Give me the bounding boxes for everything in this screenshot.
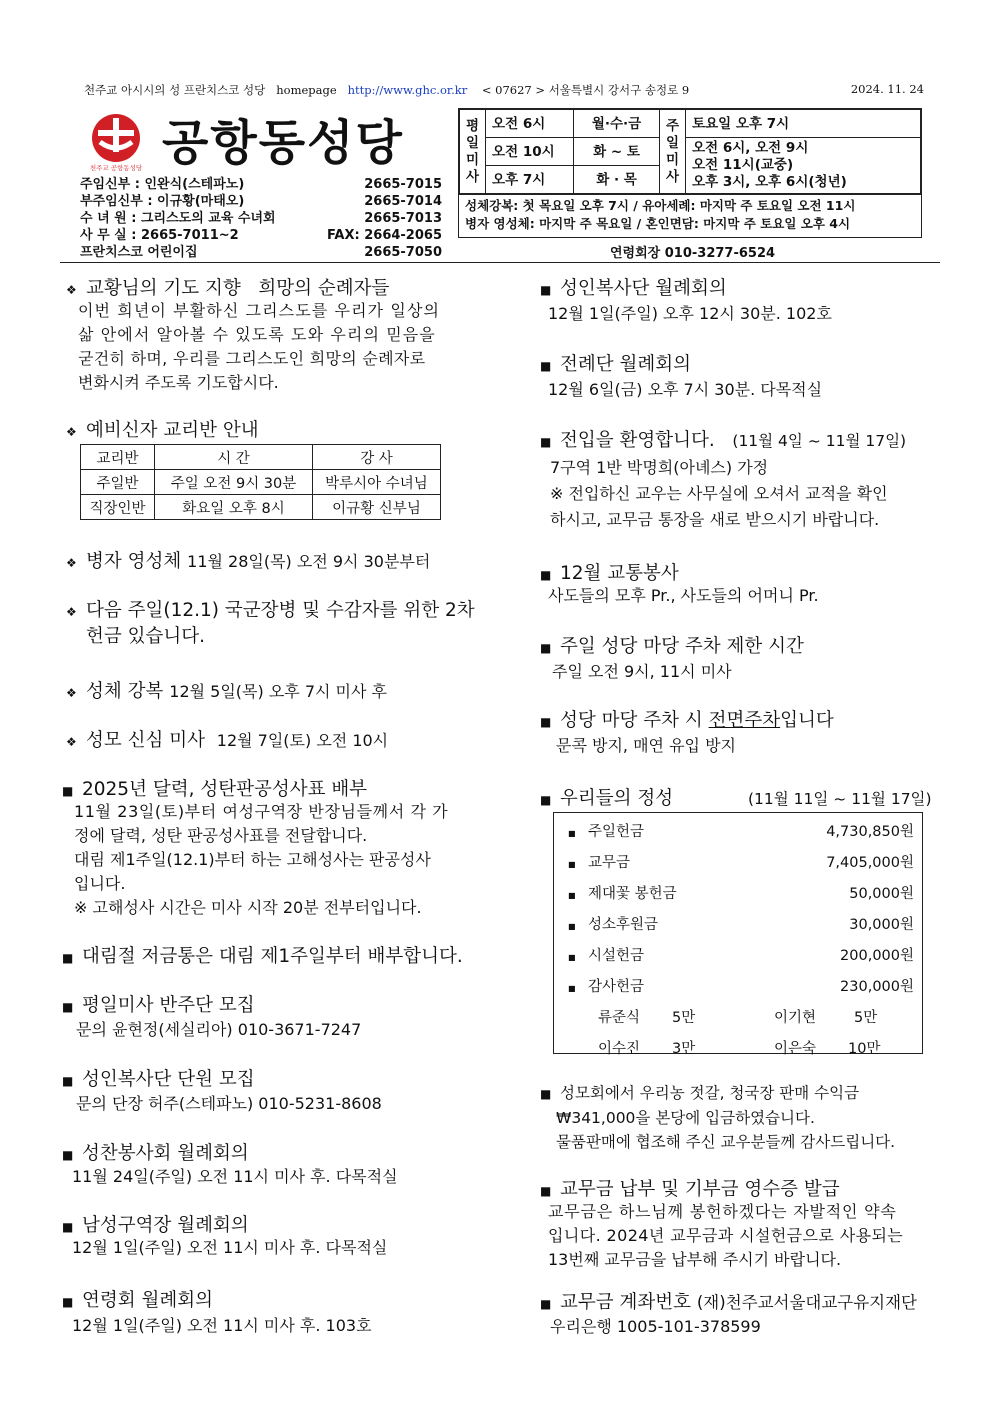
account-heading: ■ 교무금 계좌번호 (재)천주교서울대교구유지재단 [540,1292,917,1313]
mass-days: 화 ~ 토 [574,138,660,166]
traffic-heading: ■ 12월 교통봉사 [540,563,679,584]
parish-name: 천주교 아시시의 성 프란치스코 성당 [84,83,266,97]
square-bullet-icon: ■ [540,715,552,729]
issue-date: 2024. 11. 24 [850,82,924,96]
square-bullet-icon: ■ [568,829,576,838]
homepage-label: homepage [276,83,337,97]
diamond-bullet-icon: ❖ [66,735,77,749]
benediction-heading: ❖ 성체 강복 12월 5일(목) 오후 7시 미사 후 [66,681,388,702]
sacrament-notes: 성체강복: 첫 목요일 오후 7시 / 유아세례: 마지막 주 토요일 오전 11시 병자 영성체: 마지막 주 목요일 / 혼인면담: 마지막 주 토요일 오후 4시 [459,194,921,235]
mass-schedule-box [458,108,922,238]
diamond-bullet-icon: ❖ [66,556,77,570]
square-bullet-icon: ■ [540,793,552,807]
offering-row: ■ 제대꽃 봉헌금 50,000원 [568,879,914,910]
header-divider [60,262,940,263]
choir-heading: ■ 성찬봉사회 월례회의 [62,1143,249,1164]
offering-row: ■ 감사헌금 230,000원 [568,972,914,1003]
diamond-bullet-icon: ❖ [66,686,77,700]
homepage-link[interactable]: http://www.ghc.or.kr [347,83,468,97]
accompanist-detail: 문의 윤현정(세실리아) 010-3671-7247 [76,1020,362,1039]
square-bullet-icon: ■ [540,1184,552,1198]
men-district-heading: ■ 남성구역장 월례회의 [62,1215,249,1236]
square-bullet-icon: ■ [62,1000,74,1014]
header-info-line [84,82,924,98]
table-row: 주일반 주일 오전 9시 30분 박루시아 수녀님 [81,470,441,495]
offering-row: ■ 성소후원금 30,000원 [568,910,914,941]
sale-notice: ■ 성모회에서 우리농 젓갈, 청국장 판매 수익금 ₩341,000을 본당에 입금하였습니다. 물품판매에 협조해 주신 교우분들께 감사드립니다. [540,1084,896,1151]
parking-front-heading: ■ 성당 마당 주차 시 전면주차입니다 [540,710,834,731]
staff-row: 부주임신부 : 이규황(마태오) 2665-7014 [80,194,442,209]
men-district-detail: 12월 1일(주일) 오전 11시 미사 후. 다목적실 [72,1238,388,1257]
calendar-body: 11월 23일(토)부터 여성구역장 반장님들께서 각 가 정에 달력, 성탄 판공성사표를 전달합니다. 대림 제1주일(12.1)부터 하는 고해성사는 판공성사 입니다. ※ 고해성사 시간은 미사 시작 20분 전부터입니다. [74,802,449,917]
square-bullet-icon: ■ [62,1295,74,1309]
staff-row: 주임신부 : 인완식(스테파노) 2665-7015 [80,177,442,192]
square-bullet-icon: ■ [540,641,552,655]
staff-row: 수 녀 원 : 그리스도의 교육 수녀회 2665-7013 [80,211,442,226]
adult-altar-detail: 12월 1일(주일) 오후 12시 30분. 102호 [548,304,832,323]
catechumen-table: 교리반 시 간 강 사 주일반 주일 오전 9시 30분 박루시아 수녀님 직장인반 화요일 오후 8시 이규황 신부님 [80,444,441,520]
staff-row: 프란치스코 어린이집 2665-7050 [80,245,442,260]
square-bullet-icon: ■ [568,984,576,993]
mass-days: 화 · 목 [574,166,660,194]
accompanist-heading: ■ 평일미사 반주단 모집 [62,995,255,1016]
sunday-mass-time: 토요일 오후 7시 [686,110,921,138]
mass-time: 오후 7시 [486,166,574,194]
parking-limit-heading: ■ 주일 성당 마당 주차 제한 시간 [540,636,804,657]
weekday-mass-label: 평 일 미 사 [460,110,486,194]
staff-row: 사 무 실 : 2665-7011~2 FAX: 2664-2065 [80,228,442,243]
funeral-meeting-detail: 12월 1일(주일) 오전 11시 미사 후. 103호 [72,1316,372,1335]
mass-time: 오전 6시 [486,110,574,138]
collection-notice-line2: 헌금 있습니다. [86,626,205,647]
square-bullet-icon: ■ [540,359,552,373]
square-bullet-icon: ■ [568,891,576,900]
account-detail: 우리은행 1005-101-378599 [550,1317,761,1336]
logo-text: 천주교 공항동성당 [89,164,143,172]
square-bullet-icon: ■ [540,568,552,582]
square-bullet-icon: ■ [540,435,552,449]
square-bullet-icon: ■ [62,1148,74,1162]
square-bullet-icon: ■ [62,1074,74,1088]
calendar-heading: ■ 2025년 달력, 성탄판공성사표 배부 [62,779,368,800]
square-bullet-icon: ■ [568,922,576,931]
welcome-heading: ■ 전입을 환영합니다. (11월 4일 ~ 11월 17일) [540,430,907,451]
address: < 07627 > 서울특별시 강서구 송정로 9 [481,83,690,97]
donor-row: 류준식 5만 이기현 5만 [598,1010,878,1026]
receipt-heading: ■ 교무금 납부 및 기부금 영수증 발급 [540,1179,840,1200]
square-bullet-icon: ■ [540,1297,552,1311]
pope-prayer-body: 이번 희년이 부활하신 그리스도를 우리가 일상의 삶 안에서 알아볼 수 있도록 도와 우리의 믿음을 굳건히 하며, 우리를 그리스도인 희망의 순례자로 변화시켜 주도록 기도합시다. [78,301,441,392]
page-title: 공항동성당 [162,115,404,171]
funeral-contact: 연령회장 010-3277-6524 [610,246,776,261]
diamond-bullet-icon: ❖ [66,283,77,297]
catechumen-table-wrap [80,444,441,520]
funeral-meeting-heading: ■ 연령회 월례회의 [62,1290,213,1311]
advent-box-heading: ■ 대림절 저금통은 대림 제1주일부터 배부합니다. [62,946,463,967]
collection-notice: ❖ 다음 주일(12.1) 국군장병 및 수감자를 위한 2차 [66,600,475,621]
offering-row: ■ 교무금 7,405,000원 [568,848,914,879]
square-bullet-icon: ■ [62,951,74,965]
parking-front-detail: 문콕 방지, 매연 유입 방지 [556,736,736,755]
mary-mass-heading: ❖ 성모 신심 미사 12월 7일(토) 오전 10시 [66,730,389,751]
offering-row: ■ 시설헌금 200,000원 [568,941,914,972]
mass-time: 오전 10시 [486,138,574,166]
square-bullet-icon: ■ [540,283,552,297]
catechumen-heading: ❖ 예비신자 교리반 안내 [66,420,259,441]
liturgy-detail: 12월 6일(금) 오후 7시 30분. 다목적실 [548,380,823,399]
offering-box [553,812,923,1057]
square-bullet-icon: ■ [62,1220,74,1234]
adult-service-heading: ■ 성인복사단 단원 모집 [62,1069,255,1090]
square-bullet-icon: ■ [568,860,576,869]
adult-service-detail: 문의 단장 허주(스테파노) 010-5231-8608 [76,1094,382,1113]
donor-row: 이수진 3만 이은숙 10만 [598,1041,881,1057]
square-bullet-icon: ■ [568,953,576,962]
square-bullet-icon: ■ [62,784,74,798]
staff-list [80,176,442,261]
mass-schedule-table [459,109,921,194]
offering-period: (11월 11일 ~ 11월 17일) [748,790,932,808]
adult-altar-heading: ■ 성인복사단 월례회의 [540,278,727,299]
offering-heading: ■ 우리들의 정성 [540,788,674,809]
pope-prayer-heading: ❖ 교황님의 기도 지향 희망의 순례자들 [66,278,390,299]
welcome-body: 7구역 1반 박명희(아녜스) 가정 ※ 전입하신 교우는 사무실에 오셔서 교적을 확인 하시고, 교무금 통장을 새로 받으시기 바랍니다. [550,458,888,529]
sunday-mass-label: 주 일 미 사 [660,110,686,194]
square-bullet-icon: ■ [540,1087,552,1101]
diamond-bullet-icon: ❖ [66,425,77,439]
parking-limit-detail: 주일 오전 9시, 11시 미사 [552,662,732,681]
mass-days: 월·수·금 [574,110,660,138]
sunday-mass-times: 오전 6시, 오전 9시 오전 11시(교중) 오후 3시, 오후 6시(청년) [686,138,921,194]
sick-communion-heading: ❖ 병자 영성체 11월 28일(목) 오전 9시 30분부터 [66,551,431,572]
diamond-bullet-icon: ❖ [66,605,77,619]
offering-row: ■ 주일헌금 4,730,850원 [568,817,914,848]
liturgy-heading: ■ 전례단 월례회의 [540,354,691,375]
choir-detail: 11월 24일(주일) 오전 11시 미사 후. 다목적실 [72,1167,398,1186]
table-row: 직장인반 화요일 오후 8시 이규황 신부님 [81,495,441,520]
receipt-body: 교무금은 하느님께 봉헌하겠다는 자발적인 약속 입니다. 2024년 교무금과 시설헌금으로 사용되는 13번째 교무금을 납부해 주시기 바랍니다. [548,1202,904,1269]
traffic-detail: 사도들의 모후 Pr., 사도들의 어머니 Pr. [548,586,819,605]
church-logo [84,108,148,172]
